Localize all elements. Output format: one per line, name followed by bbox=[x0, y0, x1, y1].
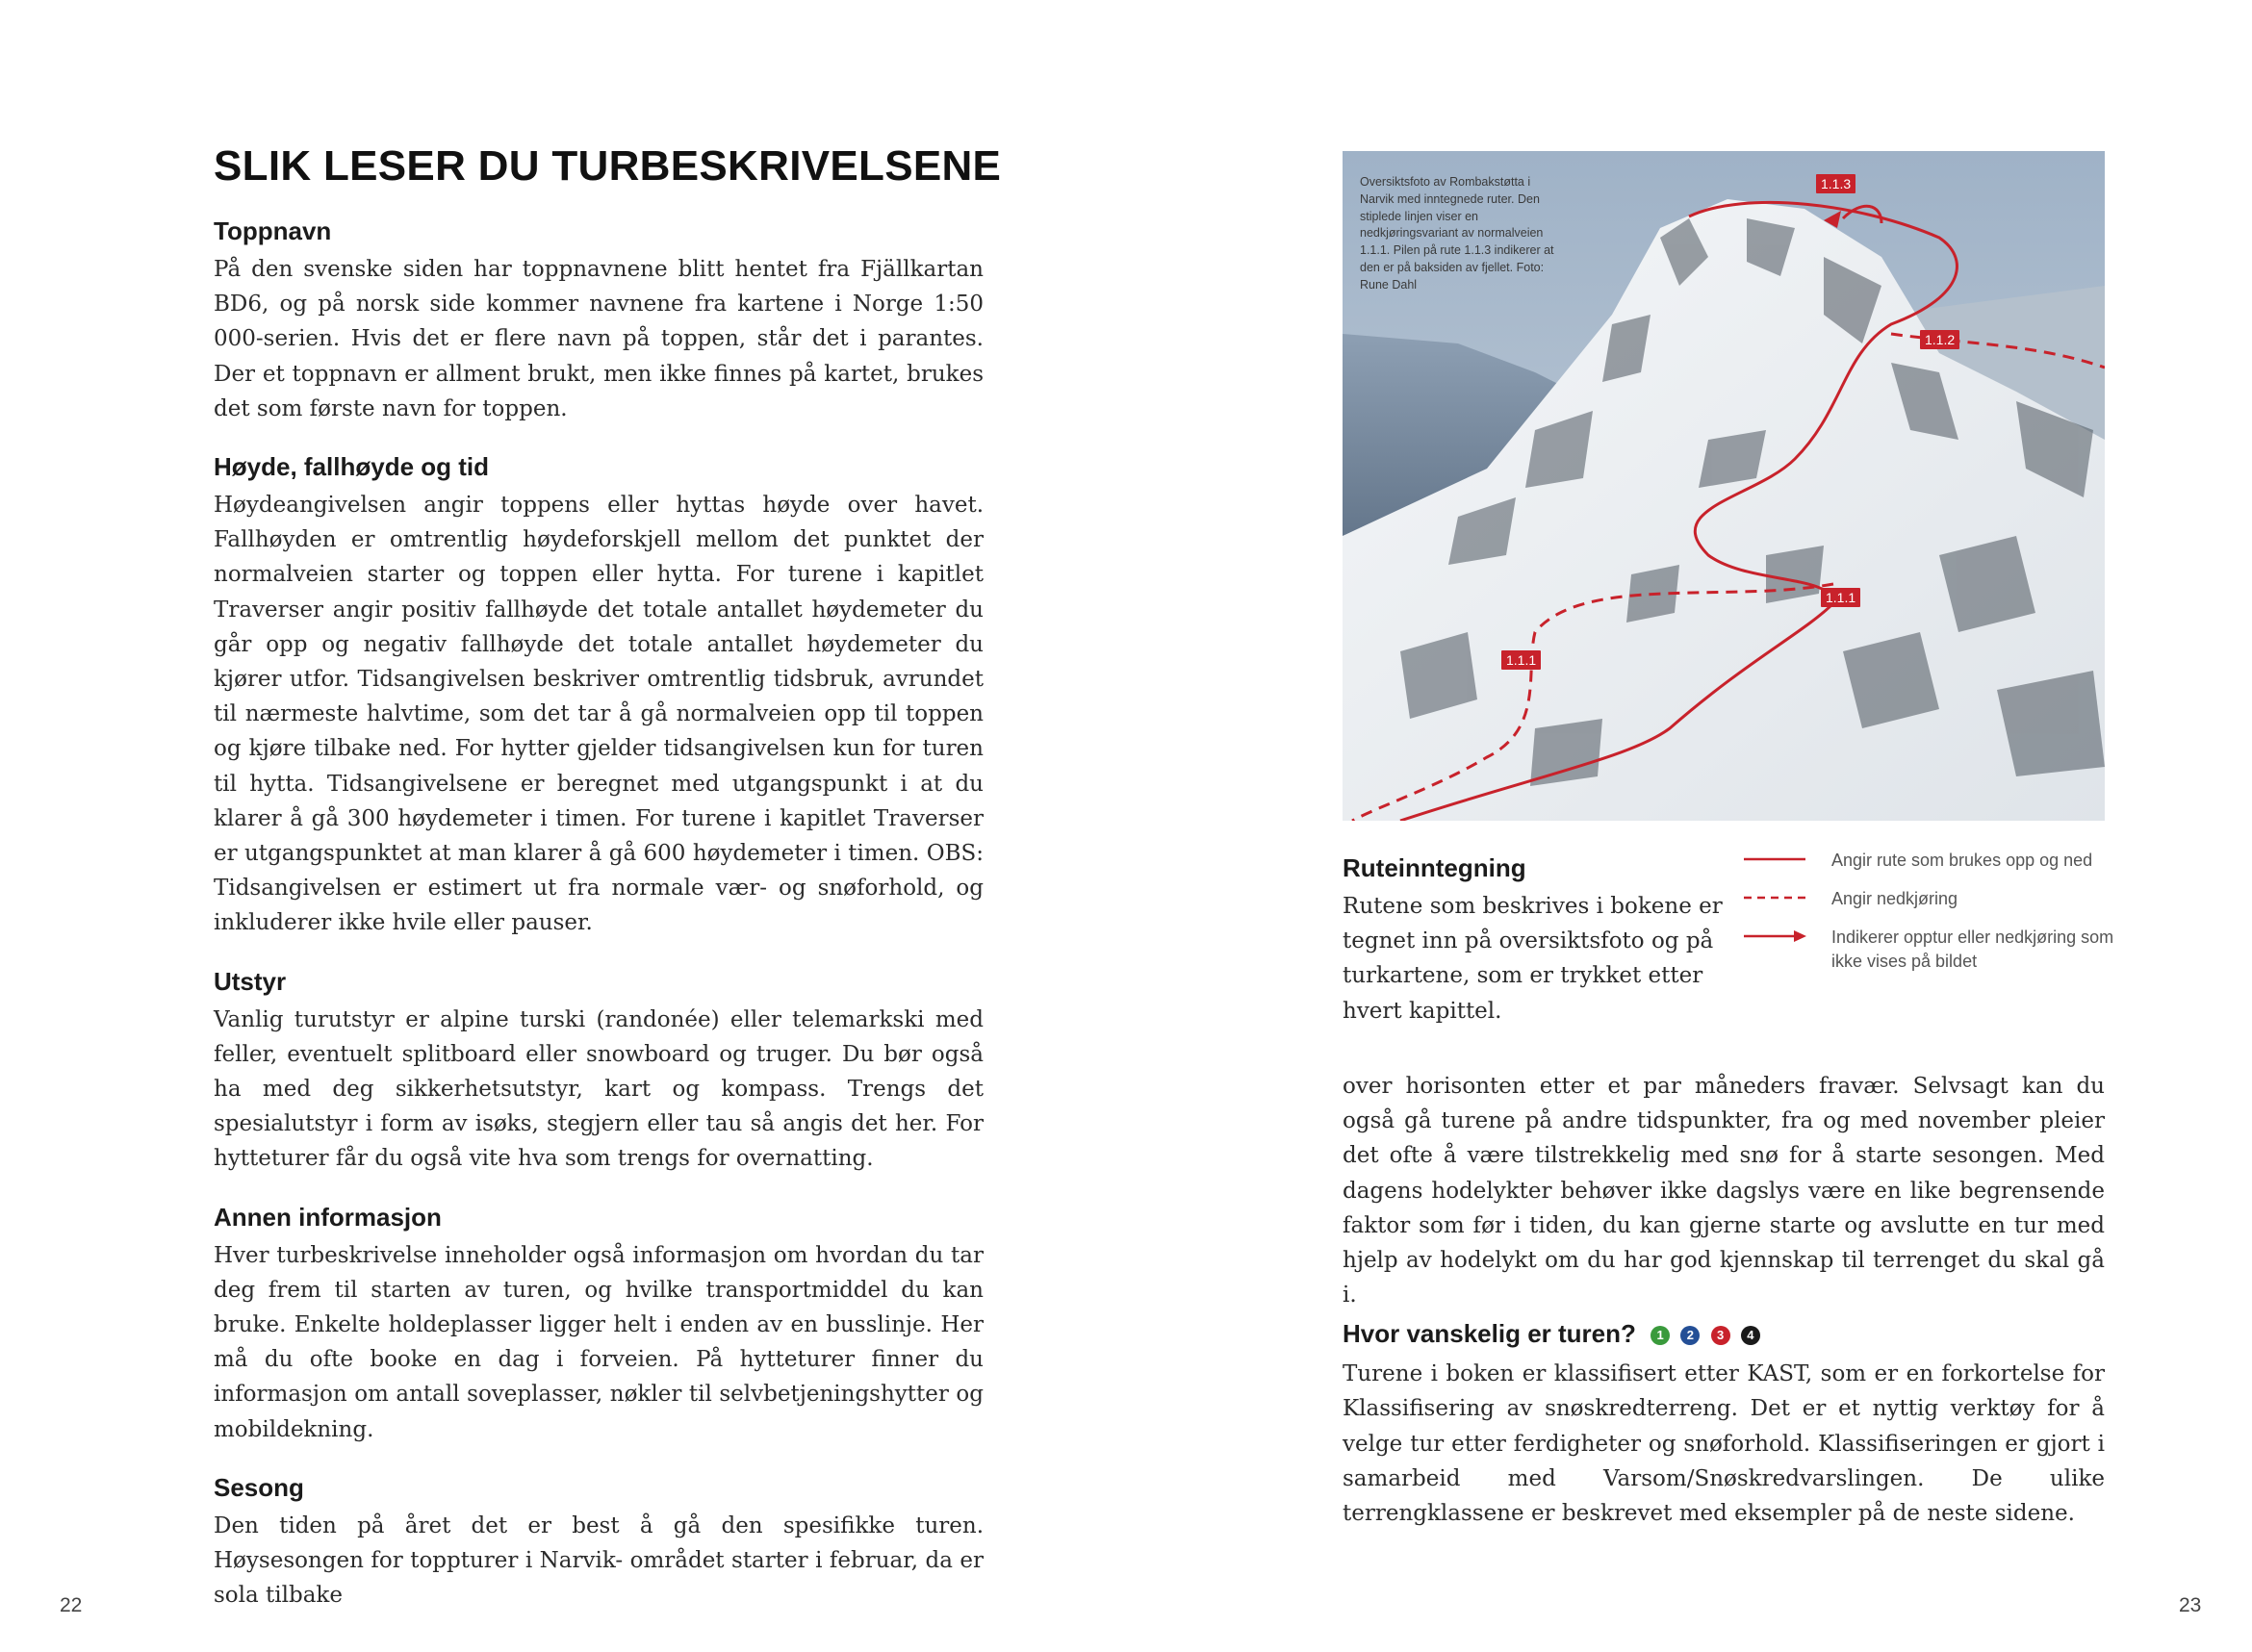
solid-line-icon bbox=[1742, 852, 1807, 866]
legend-label: Indikerer opptur eller nedkjøring som ikke vises på bildet bbox=[1831, 928, 2114, 971]
dashed-line-icon bbox=[1742, 891, 1807, 904]
difficulty-body: Turene i boken er klassifisert etter KAST, som er en forkortelse for Klassifisering av snøskredterreng. Det er et nyttig verktøy for å velge tur etter ferdigheter og snøforhold. Klassifiseringen er gjort i samarbeid med Varsom/Snøskredvarslingen. De ulike terrengklassene er beskrevet med eksempler på de neste sidene. bbox=[1343, 1361, 2105, 1526]
section-heading: Toppnavn bbox=[214, 216, 332, 245]
section-heading: Annen informasjon bbox=[214, 1202, 442, 1232]
difficulty-heading-text: Hvor vanskelig er turen? bbox=[1343, 1319, 1636, 1348]
legend-label: Angir rute som brukes opp og ned bbox=[1831, 851, 2093, 870]
left-column bbox=[214, 210, 984, 1633]
page-number-left: 22 bbox=[60, 1594, 83, 1616]
difficulty-levels bbox=[1651, 1314, 1764, 1357]
season-continued-block bbox=[1343, 1069, 2105, 1312]
section-heading: Høyde, fallhøyde og tid bbox=[214, 452, 490, 482]
season-continued-body: over horisonten etter et par måneders fravær. Selvsagt kan du også gå turene på andre tidspunkter, fra og med november pleier det ofte å være tilstrekkelig med snø for å starte sesongen. Med dagens hodelykter behøver ikke dagslys være en like begrensende faktor som før i tiden, du kan gjerne starte og avslutte en tur med hjelp av hodelykt om du har god kjennskap til terrenget du skal gå i. bbox=[1343, 1074, 2105, 1309]
legend-item bbox=[1742, 849, 2146, 877]
section-body: På den svenske siden har toppnavnene blitt hentet fra Fjällkartan BD6, og på norsk side kommer navnene fra kartene i Norge 1:50 000-serien. Hvis det er flere navn på toppen, står det i parantes. Der et toppnavn er allment brukt, men ikke finnes på kartet, brukes det som første navn for toppen. bbox=[214, 257, 984, 421]
route-drawing-block bbox=[1343, 847, 1756, 1029]
section-heading: Utstyr bbox=[214, 966, 287, 996]
route-legend bbox=[1742, 849, 2146, 983]
section-body: Vanlig turutstyr er alpine turski (randonée) eller telemarkski med feller, eventuelt splitboard eller snowboard og truger. Du bør også ha med deg sikkerhetsutstyr, kart og kompass. Trengs det spesialutstyr i form av isøks, stegjern eller tau så angis det her. For hytteturer får du også vite hva som trengs for overnatting. bbox=[214, 1006, 984, 1172]
arrow-line-icon bbox=[1742, 929, 1807, 943]
route-drawing-body: Rutene som beskrives i bokene er tegnet inn på oversiktsfoto og på turkartene, som er trykket etter hvert kapittel. bbox=[1343, 894, 1723, 1024]
section-hoyde bbox=[214, 445, 984, 941]
section-heading: Sesong bbox=[214, 1472, 304, 1502]
difficulty-block bbox=[1343, 1312, 2105, 1531]
difficulty-level-1-icon: 1 bbox=[1651, 1326, 1670, 1345]
section-toppnavn bbox=[214, 210, 984, 426]
section-sesong bbox=[214, 1466, 984, 1614]
difficulty-level-4-icon: 4 bbox=[1741, 1326, 1760, 1345]
route-tag: 1.1.3 bbox=[1816, 174, 1855, 193]
route-drawing-heading: Ruteinntegning bbox=[1343, 853, 1526, 882]
legend-label: Angir nedkjøring bbox=[1831, 889, 1958, 908]
route-tag: 1.1.2 bbox=[1920, 330, 1959, 349]
photo-caption: Oversiktsfoto av Rombakstøtta i Narvik med inntegnede ruter. Den stiplede linjen viser en nedkjøringsvariant av normalveien 1.1.1. Pilen på rute 1.1.3 indikerer at den er på baksiden av fjellet. Foto: Rune Dahl bbox=[1360, 175, 1554, 292]
route-tag: 1.1.1 bbox=[1821, 588, 1860, 607]
section-body: Hver turbeskrivelse inneholder også informasjon om hvordan du tar deg frem til starten av turen, og hvilke transportmiddel du kan bruke. Enkelte holdeplasser ligger helt i enden av en busslinje. Her må du ofte booke en dag i forveien. På hytteturer finner du informasjon om antall soveplasser, nøkler til selvbetjeningshytter og mobildekning. bbox=[214, 1242, 984, 1442]
legend-item bbox=[1742, 926, 2146, 974]
section-body: Høydeangivelsen angir toppens eller hyttas høyde over havet. Fallhøyden er omtrentlig høydeforskjell mellom det punktet der normalveien starter og toppen eller hytta. For turene i kapitlet Traverser angir positiv fallhøyde det totale antallet høydemeter du går opp og negativ fallhøyde det totale antallet høydemeter du kjører utfor. Tidsangivelsen beskriver omtrentlig tidsbruk, avrundet til nærmeste halvtime, som det tar å gå normalveien opp til toppen og kjøre tilbake ned. For hytter gjelder tidsangivelsen kun for turen til hytta. Tidsangivelsene er beregnet med utgangspunkt i at du klarer å gå 300 høydemeter i timen. For turene i kapitlet Traverser er utgangspunktet at man klarer å gå 600 høydemeter i timen. OBS: Tidsangivelsen er estimert ut fra normale vær- og snøforhold, og inkluderer ikke hvile eller pauser. bbox=[214, 493, 984, 936]
legend-item bbox=[1742, 887, 2146, 916]
page-title: SLIK LESER DU TURBESKRIVELSENE bbox=[214, 142, 1002, 190]
section-utstyr bbox=[214, 960, 984, 1177]
difficulty-heading bbox=[1343, 1312, 2105, 1357]
page-number-right: 23 bbox=[2179, 1594, 2202, 1616]
difficulty-level-2-icon: 2 bbox=[1680, 1326, 1700, 1345]
section-annen-informasjon bbox=[214, 1196, 984, 1447]
mountain-overview-photo bbox=[1343, 151, 2105, 821]
route-tag: 1.1.1 bbox=[1501, 650, 1541, 670]
difficulty-level-3-icon: 3 bbox=[1711, 1326, 1730, 1345]
section-body: Den tiden på året det er best å gå den spesifikke turen. Høysesongen for toppturer i Narvik- området starter i februar, da er sola tilbake bbox=[214, 1512, 984, 1609]
